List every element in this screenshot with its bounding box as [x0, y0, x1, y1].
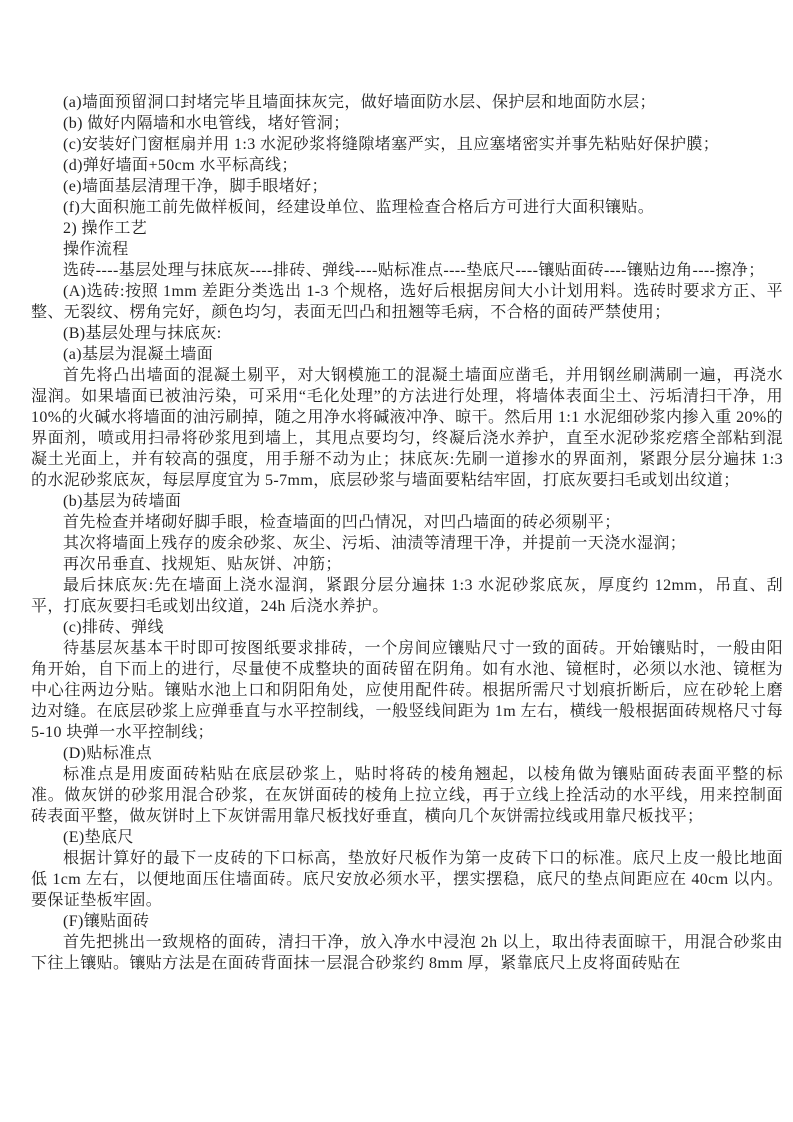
prep-item-d: (d)弹好墙面+50cm 水平标高线；	[63, 157, 298, 174]
step-f-heading: (F)镶贴面砖	[63, 913, 150, 930]
heading-operation-craft: 2) 操作工艺	[63, 220, 148, 237]
step-d-heading: (D)贴标准点	[63, 745, 153, 762]
step-e-heading: (E)垫底尺	[63, 829, 134, 846]
step-a-tile-selection: (A)选砖:按照 1mm 差距分类选出 1-3 个规格，选好后根据房间大小计划用料。选砖时要求方正、平整、无裂纹、楞角完好，颜色均匀，表面无凹凸和扭翘等毛病，不合格的面砖严禁使用；	[31, 283, 783, 321]
step-b-brick-second: 其次将墙面上残存的废余砂浆、灰尘、污垢、油渍等清理干净，并提前一天浇水湿润；	[63, 535, 687, 552]
document-text-block	[31, 92, 783, 974]
step-b-concrete-body: 首先将凸出墙面的混凝土剔平，对大钢模施工的混凝土墙面应凿毛，并用钢丝刷满刷一遍，再浇水湿润。如果墙面已被油污染，可采用“毛化处理”的方法进行处理，将墙体表面尘土、污垢清扫干净，用 10%的火碱水将墙面的油污刷掉，随之用净水将碱液冲净、晾干。然后用 1:1 水泥细砂浆内掺入重 20%的界面剂，喷或用扫帚将砂浆甩到墙上，其甩点要均匀，终凝后浇水养护，直至水泥砂浆疙瘩全部粘到混凝土光面上，并有较高的强度，用手掰不动为止；抹底灰:先刷一道掺水的界面剂，紧跟分层分遍抹 1:3 的水泥砂浆底灰，每层厚度宜为 5-7mm，底层砂浆与墙面要粘结牢固，打底灰要扫毛或划出纹道；	[31, 367, 783, 489]
step-b-brick-third: 再次吊垂直、找规矩、贴灰饼、冲筋；	[63, 556, 342, 573]
step-e-body: 根据计算好的最下一皮砖的下口标高，垫放好尺板作为第一皮砖下口的标准。底尺上皮一般比地面低 1cm 左右，以便地面压住墙面砖。底尺安放必须水平，摆实摆稳，底尺的垫点间距应在 40cm 以内。要保证垫板牢固。	[31, 850, 783, 909]
prep-item-f: (f)大面积施工前先做样板间，经建设单位、监理检查合格后方可进行大面积镶贴。	[63, 199, 655, 216]
step-c-body: 待基层灰基本干时即可按图纸要求排砖，一个房间应镶贴尺寸一致的面砖。开始镶贴时，一般由阳角开始，自下而上的进行，尽量使不成整块的面砖留在阴角。如有水池、镜框时，必须以水池、镜框为中心往两边分贴。镶贴水池上口和阴阳角处，应使用配件砖。根据所需尺寸划痕折断后，应在砂轮上磨边对缝。在底层砂浆上应弹垂直与水平控制线，一般竖线间距为 1m 左右，横线一般根据面砖规格尺寸每 5-10 块弹一水平控制线；	[31, 640, 783, 741]
step-b-brick-last: 最后抹底灰:先在墙面上浇水湿润，紧跟分层分遍抹 1:3 水泥砂浆底灰，厚度约 12mm，吊直、刮平，打底灰要扫毛或划出纹道，24h 后浇水养护。	[31, 577, 783, 615]
step-b-heading: (B)基层处理与抹底灰:	[63, 325, 222, 342]
flow-sequence: 选砖----基层处理与抹底灰----排砖、弹线----贴标准点----垫底尺----镶贴面砖----镶贴边角----擦净；	[63, 262, 765, 279]
step-d-body: 标准点是用废面砖粘贴在底层砂浆上，贴时将砖的棱角翘起，以棱角做为镶贴面砖表面平整的标准。做灰饼的砂浆用混合砂浆，在灰饼面砖的棱角上拉立线，再于立线上拴活动的水平线，用来控制面砖表面平整，做灰饼时上下灰饼需用靠尺板找好垂直，横向几个灰饼需拉线或用靠尺板找平；	[31, 766, 783, 825]
step-b-concrete-heading: (a)基层为混凝土墙面	[63, 346, 214, 363]
step-c-heading: (c)排砖、弹线	[63, 619, 164, 636]
prep-item-c: (c)安装好门窗框扇并用 1:3 水泥砂浆将缝隙堵塞严实，且应塞堵密实并事先粘贴好保护膜；	[63, 136, 720, 153]
step-f-body: 首先把挑出一致规格的面砖，清扫干净，放入净水中浸泡 2h 以上，取出待表面晾干，用混合砂浆由下往上镶贴。镶贴方法是在面砖背面抹一层混合砂浆约 8mm 厚，紧靠底尺上皮将面砖贴在	[31, 934, 783, 972]
prep-item-a: (a)墙面预留洞口封堵完毕且墙面抹灰完，做好墙面防水层、保护层和地面防水层；	[63, 94, 656, 111]
prep-item-e: (e)墙面基层清理干净，脚手眼堵好；	[63, 178, 328, 195]
heading-operation-flow: 操作流程	[63, 241, 129, 258]
step-b-brick-first: 首先检查并堵砌好脚手眼，检查墙面的凹凸情况，对凹凸墙面的砖必须剔平；	[63, 514, 621, 531]
prep-item-b: (b) 做好内隔墙和水电管线，堵好管洞；	[63, 115, 350, 132]
step-b-brick-heading: (b)基层为砖墙面	[63, 493, 182, 510]
